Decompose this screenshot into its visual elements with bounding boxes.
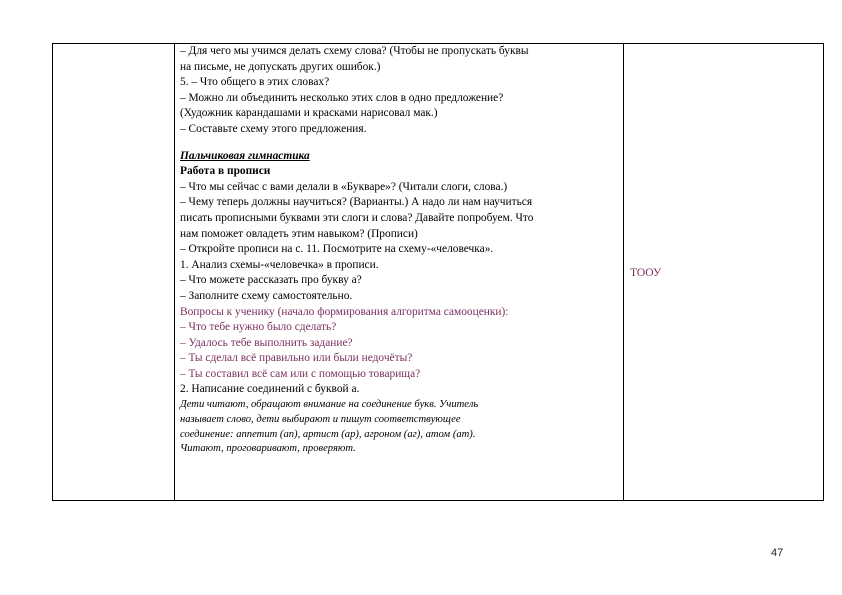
section-heading: Работа в прописи: [180, 165, 271, 178]
text-line: – Можно ли объединить несколько этих слов в одно предложение?: [180, 91, 504, 104]
right-cell: [624, 44, 824, 501]
text-line: – Для чего мы учимся делать схему слова? (Чтобы не пропускать буквы: [180, 45, 529, 57]
text-line: – Что мы сейчас с вами делали в «Букваре»? (Читали слоги, слова.): [180, 180, 508, 193]
text-line: 5. – Что общего в этих словах?: [180, 76, 330, 89]
uud-label: ТООУ: [630, 266, 662, 279]
self-assessment-line: – Что тебе нужно было сделать?: [180, 321, 337, 334]
text-line: на письме, не допускать других ошибок.): [180, 60, 381, 73]
spacer: [180, 138, 620, 149]
self-assessment-line: Вопросы к ученику (начало формирования алгоритма самооценки):: [180, 305, 509, 318]
left-cell: [53, 44, 175, 501]
italic-line: называет слово, дети выбирают и пишут соответствующее: [180, 413, 461, 425]
text-line: писать прописными буквами эти слоги и слова? Давайте попробуем. Что: [180, 211, 534, 224]
self-assessment-line: – Ты составил всё сам или с помощью товарища?: [180, 367, 421, 380]
text-line: – Что можете рассказать про букву а?: [180, 274, 362, 287]
italic-line: соединение: аппетит (ап), артист (ар), агроном (аг), атом (ат).: [180, 428, 476, 440]
table-row: [53, 44, 824, 501]
self-assessment-line: – Удалось тебе выполнить задание?: [180, 336, 353, 349]
text-line: 2. Написание соединений с буквой а.: [180, 383, 360, 396]
italic-line: Дети читают, обращают внимание на соединение букв. Учитель: [180, 399, 479, 411]
self-assessment-line: – Ты сделал всё правильно или были недочёты?: [180, 352, 413, 365]
text-line: – Чему теперь должны научиться? (Варианты.) А надо ли нам научиться: [180, 196, 533, 209]
section-heading: Пальчиковая гимнастика: [180, 149, 310, 162]
text-line: – Составьте схему этого предложения.: [180, 122, 367, 135]
text-line: – Заполните схему самостоятельно.: [180, 289, 353, 302]
page-number: 47: [771, 547, 784, 559]
main-cell: [175, 44, 624, 501]
text-line: (Художник карандашами и красками нарисовал мак.): [180, 107, 438, 120]
text-line: 1. Анализ схемы-«человечка» в прописи.: [180, 258, 379, 271]
text-line: – Откройте прописи на с. 11. Посмотрите на схему-«человечка».: [180, 243, 494, 256]
text-line: нам поможет овладеть этим навыком? (Прописи): [180, 227, 418, 240]
italic-line: Читают, проговаривают, проверяют.: [180, 443, 356, 455]
lesson-table: [52, 43, 824, 501]
